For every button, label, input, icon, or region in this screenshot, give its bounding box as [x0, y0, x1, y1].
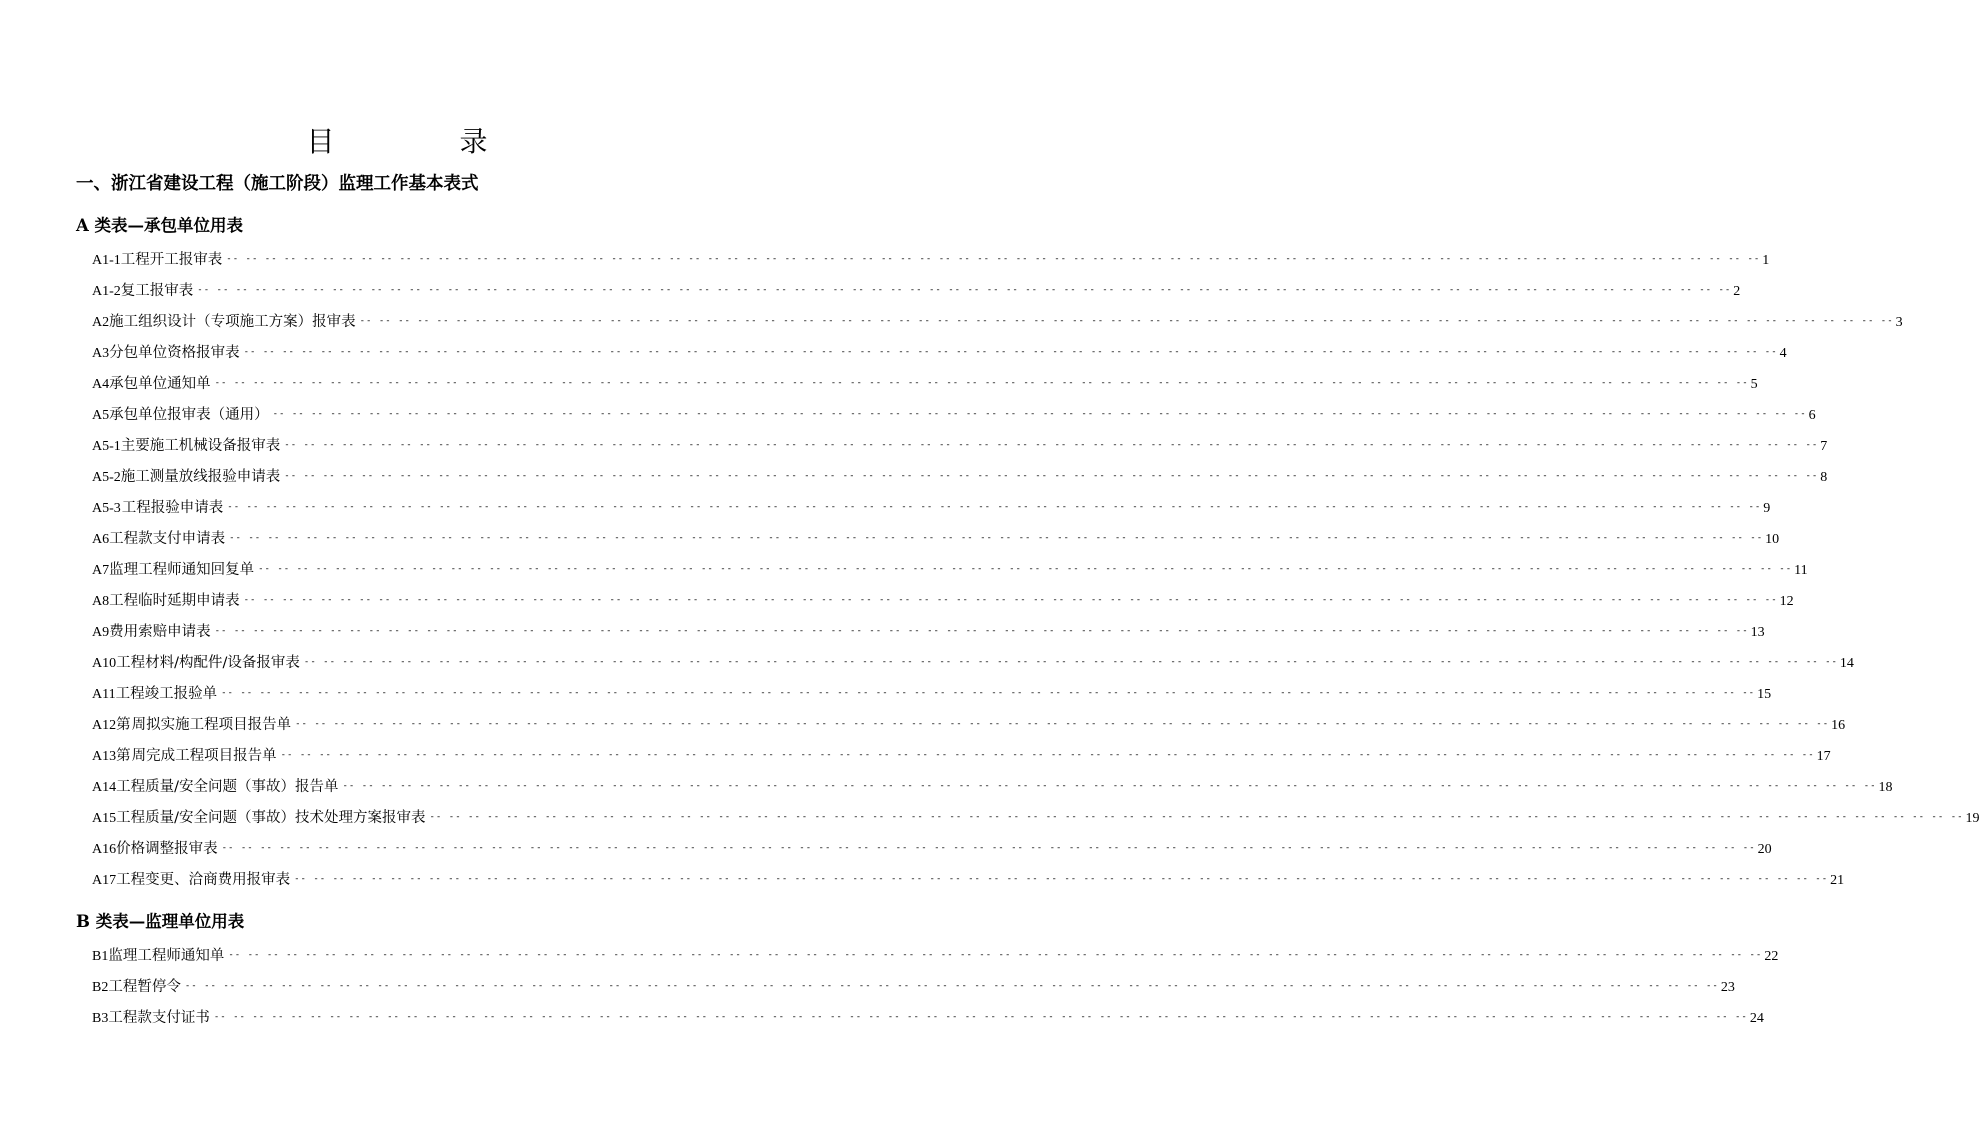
toc-entry-page: 18: [1878, 780, 1893, 795]
toc-entry-page: 3: [1895, 315, 1903, 330]
dot-leader: -- -- -- -- -- -- -- -- -- -- -- -- -- -- -- -- -- -- -- -- -- -- -- -- -- -- -- -- -- -- -- -- -- -- -- -- -- -- -- -- -- -- -- -- -- -- -- -- -- -- -- -- -- -- -- -- -- -- -- -- -- -- -- -- -- -- -- -- -- -- -- -- -- -- -- -- -- -- -- --: [184, 981, 1719, 991]
dot-leader: -- -- -- -- -- -- -- -- -- -- -- -- -- -- -- -- -- -- -- -- -- -- -- -- -- -- -- -- -- -- -- -- -- -- -- -- -- -- -- -- -- -- -- -- -- -- -- -- -- -- -- -- -- -- -- -- -- -- -- -- -- -- -- -- -- -- -- -- -- -- -- -- -- -- -- -- -- -- -- --: [284, 440, 1819, 450]
dot-leader: -- -- -- -- -- -- -- -- -- -- -- -- -- -- -- -- -- -- -- -- -- -- -- -- -- -- -- -- -- -- -- -- -- -- -- -- -- -- -- -- -- -- -- -- -- -- -- -- -- -- -- -- -- -- -- -- -- -- -- -- -- -- -- -- -- -- -- -- -- -- -- -- -- -- -- -- -- -- -- --: [359, 316, 1894, 326]
toc-entry[interactable]: [92, 651, 1854, 675]
toc-entry-page: 6: [1808, 408, 1816, 423]
toc-entry-code: A11: [92, 687, 116, 702]
dot-leader: -- -- -- -- -- -- -- -- -- -- -- -- -- -- -- -- -- -- -- -- -- -- -- -- -- -- -- -- -- -- -- -- -- -- -- -- -- -- -- -- -- -- -- -- -- -- -- -- -- -- -- -- -- -- -- -- -- -- -- -- -- -- -- -- -- -- -- -- -- -- -- -- -- -- -- -- -- -- -- --: [221, 688, 1756, 698]
toc-entry-label: 价格调整报审表: [116, 841, 218, 857]
toc-entry-code: A1-2: [92, 284, 121, 299]
toc-entry-code: A2: [92, 315, 110, 330]
toc-entry-label: 承包单位通知单: [109, 376, 211, 392]
toc-entry-label: 分包单位资格报审表: [109, 345, 240, 361]
toc-entry-page: 8: [1820, 470, 1828, 485]
toc-entry-page: 23: [1720, 980, 1735, 995]
toc-entry-code: A8: [92, 594, 110, 609]
dot-leader: -- -- -- -- -- -- -- -- -- -- -- -- -- -- -- -- -- -- -- -- -- -- -- -- -- -- -- -- -- -- -- -- -- -- -- -- -- -- -- -- -- -- -- -- -- -- -- -- -- -- -- -- -- -- -- -- -- -- -- -- -- -- -- -- -- -- -- -- -- -- -- -- -- -- -- -- -- -- -- --: [243, 595, 1778, 605]
toc-entry-page: 9: [1763, 501, 1771, 516]
dot-leader: -- -- -- -- -- -- -- -- -- -- -- -- -- -- -- -- -- -- -- -- -- -- -- -- -- -- -- -- -- -- -- -- -- -- -- -- -- -- -- -- -- -- -- -- -- -- -- -- -- -- -- -- -- -- -- -- -- -- -- -- -- -- -- -- -- -- -- -- -- -- -- -- -- -- -- -- -- -- -- --: [342, 781, 1877, 791]
dot-leader: -- -- -- -- -- -- -- -- -- -- -- -- -- -- -- -- -- -- -- -- -- -- -- -- -- -- -- -- -- -- -- -- -- -- -- -- -- -- -- -- -- -- -- -- -- -- -- -- -- -- -- -- -- -- -- -- -- -- -- -- -- -- -- -- -- -- -- -- -- -- -- -- -- -- -- -- -- -- -- --: [272, 409, 1807, 419]
toc-entry-code: A10: [92, 656, 117, 671]
dot-leader: -- -- -- -- -- -- -- -- -- -- -- -- -- -- -- -- -- -- -- -- -- -- -- -- -- -- -- -- -- -- -- -- -- -- -- -- -- -- -- -- -- -- -- -- -- -- -- -- -- -- -- -- -- -- -- -- -- -- -- -- -- -- -- -- -- -- -- -- -- -- -- -- -- -- -- -- -- -- -- --: [294, 874, 1829, 884]
toc-entry[interactable]: [92, 403, 1816, 427]
toc-entry-label: 工程材料/构配件/设备报审表: [116, 655, 300, 671]
toc-entry[interactable]: [92, 1006, 1764, 1030]
toc-entry[interactable]: [92, 975, 1735, 999]
toc-entry-label: 周完成工程项目报告单: [131, 748, 277, 764]
dot-leader: -- -- -- -- -- -- -- -- -- -- -- -- -- -- -- -- -- -- -- -- -- -- -- -- -- -- -- -- -- -- -- -- -- -- -- -- -- -- -- -- -- -- -- -- -- -- -- -- -- -- -- -- -- -- -- -- -- -- -- -- -- -- -- -- -- -- -- -- -- -- -- -- -- -- -- -- -- -- -- --: [429, 812, 1964, 822]
toc-entry-code: A3: [92, 346, 110, 361]
dot-leader: -- -- -- -- -- -- -- -- -- -- -- -- -- -- -- -- -- -- -- -- -- -- -- -- -- -- -- -- -- -- -- -- -- -- -- -- -- -- -- -- -- -- -- -- -- -- -- -- -- -- -- -- -- -- -- -- -- -- -- -- -- -- -- -- -- -- -- -- -- -- -- -- -- -- -- -- -- -- -- --: [214, 626, 1749, 636]
toc-entry-page: 4: [1779, 346, 1787, 361]
toc-entry[interactable]: [92, 682, 1772, 706]
toc-entry[interactable]: [92, 434, 1828, 458]
toc-entry-label: 工程竣工报验单: [115, 686, 218, 702]
section-heading: 一、浙江省建设工程（施工阶段）监理工作基本表式: [76, 174, 479, 194]
toc-entry-label: 施工组织设计（专项施工方案）报审表: [109, 314, 356, 330]
toc-entry-prefix: 第: [116, 748, 131, 764]
page-title: 目 录: [306, 125, 546, 158]
toc-entry-code: A6: [92, 532, 110, 547]
toc-entry-code: A4: [92, 377, 110, 392]
toc-entry-page: 19: [1965, 811, 1980, 826]
toc-entry[interactable]: [92, 279, 1741, 303]
toc-entry-label: 工程款支付证书: [108, 1010, 210, 1026]
toc-entry-page: 1: [1762, 253, 1770, 268]
toc-entry[interactable]: [92, 837, 1772, 861]
toc-entry[interactable]: [92, 248, 1770, 272]
toc-entry-code: A14: [92, 780, 117, 795]
toc-entry-label: 工程款支付申请表: [109, 531, 226, 547]
dot-leader: -- -- -- -- -- -- -- -- -- -- -- -- -- -- -- -- -- -- -- -- -- -- -- -- -- -- -- -- -- -- -- -- -- -- -- -- -- -- -- -- -- -- -- -- -- -- -- -- -- -- -- -- -- -- -- -- -- -- -- -- -- -- -- -- -- -- -- -- -- -- -- -- -- -- -- -- -- -- -- --: [303, 657, 1838, 667]
toc-entry[interactable]: [92, 465, 1828, 489]
toc-entry-code: A7: [92, 563, 110, 578]
toc-entry-code: A1-1: [92, 253, 121, 268]
toc-entry-label: 工程暂停令: [108, 979, 181, 995]
toc-entry[interactable]: [92, 713, 1846, 737]
toc-entry-code: A5-1: [92, 439, 121, 454]
toc-entry-page: 14: [1839, 656, 1854, 671]
toc-entry-code: A5-3: [92, 501, 121, 516]
toc-entry-page: 7: [1820, 439, 1828, 454]
toc-entry[interactable]: [92, 496, 1771, 520]
toc-entry-label: 周拟实施工程项目报告单: [131, 717, 292, 733]
toc-entry-page: 24: [1749, 1011, 1764, 1026]
dot-leader: -- -- -- -- -- -- -- -- -- -- -- -- -- -- -- -- -- -- -- -- -- -- -- -- -- -- -- -- -- -- -- -- -- -- -- -- -- -- -- -- -- -- -- -- -- -- -- -- -- -- -- -- -- -- -- -- -- -- -- -- -- -- -- -- -- -- -- -- -- -- -- -- -- -- -- -- -- -- -- --: [214, 378, 1749, 388]
toc-entry-code: B2: [92, 980, 109, 995]
toc-entry-label: 费用索赔申请表: [109, 624, 211, 640]
toc-entry[interactable]: [92, 868, 1845, 892]
toc-entry-code: A5-2: [92, 470, 121, 485]
toc-entry-label: 工程变更、洽商费用报审表: [116, 872, 291, 888]
group-a-heading: A 类表—承包单位用表: [76, 216, 244, 235]
toc-entry[interactable]: [92, 806, 1980, 830]
toc-entry[interactable]: [92, 944, 1779, 968]
toc-entry[interactable]: [92, 341, 1787, 365]
toc-entry-label: 监理工程师通知单: [108, 948, 225, 964]
toc-entry[interactable]: [92, 527, 1780, 551]
toc-entry-label: 工程开工报审表: [120, 252, 223, 268]
dot-leader: -- -- -- -- -- -- -- -- -- -- -- -- -- -- -- -- -- -- -- -- -- -- -- -- -- -- -- -- -- -- -- -- -- -- -- -- -- -- -- -- -- -- -- -- -- -- -- -- -- -- -- -- -- -- -- -- -- -- -- -- -- -- -- -- -- -- -- -- -- -- -- -- -- -- -- -- -- -- -- --: [284, 471, 1819, 481]
dot-leader: -- -- -- -- -- -- -- -- -- -- -- -- -- -- -- -- -- -- -- -- -- -- -- -- -- -- -- -- -- -- -- -- -- -- -- -- -- -- -- -- -- -- -- -- -- -- -- -- -- -- -- -- -- -- -- -- -- -- -- -- -- -- -- -- -- -- -- -- -- -- -- -- -- -- -- -- -- -- -- --: [295, 719, 1830, 729]
toc-entry-label: 监理工程师通知回复单: [109, 562, 255, 578]
toc-entry-code: A15: [92, 811, 117, 826]
toc-entry-code: A13: [92, 749, 117, 764]
toc-entry-page: 10: [1765, 532, 1780, 547]
toc-entry-page: 11: [1794, 563, 1808, 578]
toc-entry-code: B3: [92, 1011, 109, 1026]
dot-leader: -- -- -- -- -- -- -- -- -- -- -- -- -- -- -- -- -- -- -- -- -- -- -- -- -- -- -- -- -- -- -- -- -- -- -- -- -- -- -- -- -- -- -- -- -- -- -- -- -- -- -- -- -- -- -- -- -- -- -- -- -- -- -- -- -- -- -- -- -- -- -- -- -- -- -- -- -- -- -- --: [258, 564, 1793, 574]
toc-entry-label: 主要施工机械设备报审表: [120, 438, 281, 454]
toc-entry-code: A5: [92, 408, 110, 423]
toc-entry-code: A16: [92, 842, 117, 857]
toc-entry-label: 施工测量放线报验申请表: [120, 469, 281, 485]
toc-entry-page: 17: [1816, 749, 1831, 764]
toc-entry[interactable]: [92, 775, 1893, 799]
toc-entry-prefix: 第: [116, 717, 131, 733]
dot-leader: -- -- -- -- -- -- -- -- -- -- -- -- -- -- -- -- -- -- -- -- -- -- -- -- -- -- -- -- -- -- -- -- -- -- -- -- -- -- -- -- -- -- -- -- -- -- -- -- -- -- -- -- -- -- -- -- -- -- -- -- -- -- -- -- -- -- -- -- -- -- -- -- -- -- -- -- -- -- -- --: [213, 1012, 1748, 1022]
toc-entry[interactable]: [92, 558, 1808, 582]
dot-leader: -- -- -- -- -- -- -- -- -- -- -- -- -- -- -- -- -- -- -- -- -- -- -- -- -- -- -- -- -- -- -- -- -- -- -- -- -- -- -- -- -- -- -- -- -- -- -- -- -- -- -- -- -- -- -- -- -- -- -- -- -- -- -- -- -- -- -- -- -- -- -- -- -- -- -- -- -- -- -- --: [221, 843, 1756, 853]
toc-entry-label: 承包单位报审表（通用）: [109, 407, 269, 423]
dot-leader: -- -- -- -- -- -- -- -- -- -- -- -- -- -- -- -- -- -- -- -- -- -- -- -- -- -- -- -- -- -- -- -- -- -- -- -- -- -- -- -- -- -- -- -- -- -- -- -- -- -- -- -- -- -- -- -- -- -- -- -- -- -- -- -- -- -- -- -- -- -- -- -- -- -- -- -- -- -- -- --: [226, 254, 1761, 264]
toc-entry-code: B1: [92, 949, 109, 964]
toc-entry[interactable]: [92, 589, 1794, 613]
toc-entry-page: 13: [1750, 625, 1765, 640]
group-b-heading: B 类表—监理单位用表: [76, 912, 245, 931]
dot-leader: -- -- -- -- -- -- -- -- -- -- -- -- -- -- -- -- -- -- -- -- -- -- -- -- -- -- -- -- -- -- -- -- -- -- -- -- -- -- -- -- -- -- -- -- -- -- -- -- -- -- -- -- -- -- -- -- -- -- -- -- -- -- -- -- -- -- -- -- -- -- -- -- -- -- -- -- -- -- -- --: [243, 347, 1778, 357]
dot-leader: -- -- -- -- -- -- -- -- -- -- -- -- -- -- -- -- -- -- -- -- -- -- -- -- -- -- -- -- -- -- -- -- -- -- -- -- -- -- -- -- -- -- -- -- -- -- -- -- -- -- -- -- -- -- -- -- -- -- -- -- -- -- -- -- -- -- -- -- -- -- -- -- -- -- -- -- -- -- -- --: [228, 950, 1763, 960]
dot-leader: -- -- -- -- -- -- -- -- -- -- -- -- -- -- -- -- -- -- -- -- -- -- -- -- -- -- -- -- -- -- -- -- -- -- -- -- -- -- -- -- -- -- -- -- -- -- -- -- -- -- -- -- -- -- -- -- -- -- -- -- -- -- -- -- -- -- -- -- -- -- -- -- -- -- -- -- -- -- -- --: [229, 533, 1764, 543]
toc-entry-label: 工程质量/安全问题（事故）报告单: [116, 779, 339, 795]
toc-entry-label: 工程临时延期申请表: [109, 593, 240, 609]
toc-entry-page: 22: [1764, 949, 1779, 964]
toc-entry-label: 工程报验申请表: [121, 500, 224, 516]
toc-entry-page: 20: [1757, 842, 1772, 857]
toc-entry-page: 5: [1750, 377, 1758, 392]
dot-leader: -- -- -- -- -- -- -- -- -- -- -- -- -- -- -- -- -- -- -- -- -- -- -- -- -- -- -- -- -- -- -- -- -- -- -- -- -- -- -- -- -- -- -- -- -- -- -- -- -- -- -- -- -- -- -- -- -- -- -- -- -- -- -- -- -- -- -- -- -- -- -- -- -- -- -- -- -- -- -- --: [227, 502, 1762, 512]
toc-entry[interactable]: [92, 372, 1758, 396]
toc-entry-code: A17: [92, 873, 117, 888]
toc-entry-page: 15: [1757, 687, 1772, 702]
toc-entry-page: 16: [1831, 718, 1846, 733]
toc-entry[interactable]: [92, 620, 1765, 644]
toc-entry[interactable]: [92, 310, 1903, 334]
dot-leader: -- -- -- -- -- -- -- -- -- -- -- -- -- -- -- -- -- -- -- -- -- -- -- -- -- -- -- -- -- -- -- -- -- -- -- -- -- -- -- -- -- -- -- -- -- -- -- -- -- -- -- -- -- -- -- -- -- -- -- -- -- -- -- -- -- -- -- -- -- -- -- -- -- -- -- -- -- -- -- --: [280, 750, 1815, 760]
toc-entry-code: A12: [92, 718, 117, 733]
toc-entry-page: 12: [1779, 594, 1794, 609]
dot-leader: -- -- -- -- -- -- -- -- -- -- -- -- -- -- -- -- -- -- -- -- -- -- -- -- -- -- -- -- -- -- -- -- -- -- -- -- -- -- -- -- -- -- -- -- -- -- -- -- -- -- -- -- -- -- -- -- -- -- -- -- -- -- -- -- -- -- -- -- -- -- -- -- -- -- -- -- -- -- -- --: [197, 285, 1732, 295]
toc-entry-code: A9: [92, 625, 110, 640]
toc-entry-label: 复工报审表: [120, 283, 194, 299]
toc-entry-page: 2: [1733, 284, 1741, 299]
toc-entry-page: 21: [1830, 873, 1845, 888]
toc-entry[interactable]: [92, 744, 1831, 768]
toc-entry-label: 工程质量/安全问题（事故）技术处理方案报审表: [116, 810, 426, 826]
